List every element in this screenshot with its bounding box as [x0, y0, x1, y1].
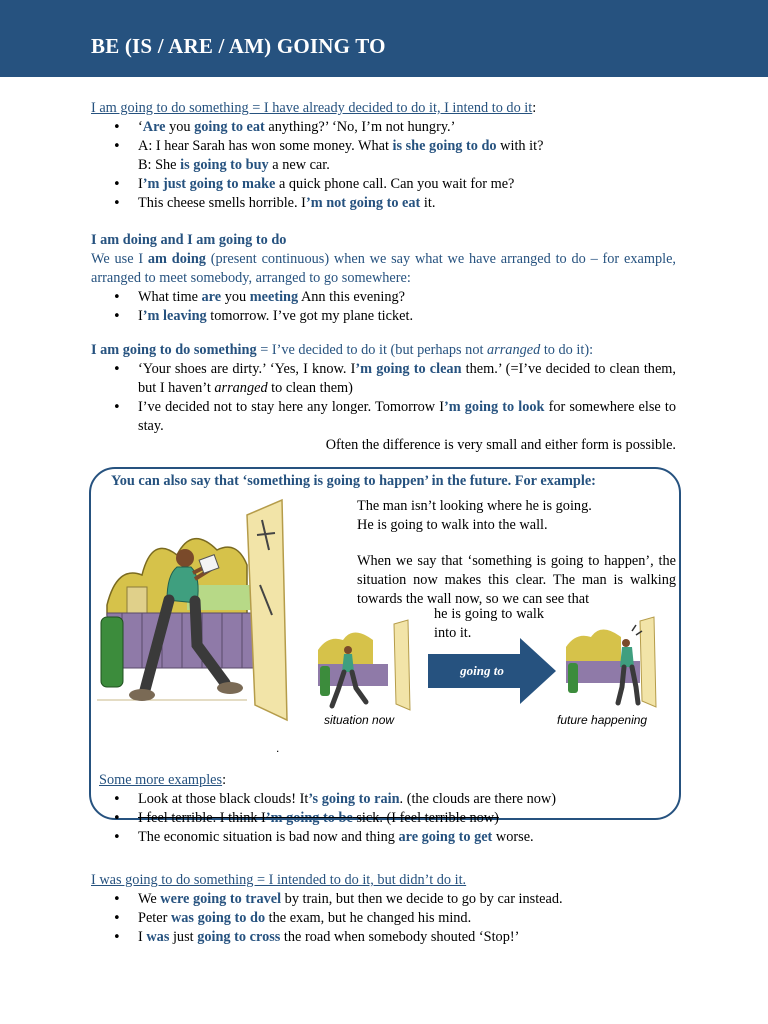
list-item: • I’m leaving tomorrow. I’ve got my plane ticket.: [138, 307, 676, 326]
section-heading: I was going to do something = I intended to do it, but didn’t do it.: [91, 872, 467, 888]
future-happening-illustration: [566, 617, 662, 713]
list-item: • A: I hear Sarah has won some money. What is she going to do with it? B: She is going to buy a new car.: [138, 137, 676, 175]
section-decided: [91, 341, 676, 455]
situation-now-illustration: [318, 620, 414, 716]
title-banner: [0, 0, 768, 77]
example-list: [91, 288, 676, 326]
man-walking-illustration: [97, 495, 337, 735]
example-list: [91, 890, 676, 947]
stray-dot: .: [276, 741, 280, 755]
section-intention: [91, 99, 676, 213]
list-item: • ‘Are you going to eat anything?’ ‘No, I’m not hungry.’: [138, 118, 676, 137]
section-heading: Some more examples:: [99, 772, 227, 788]
list-item: • Peter was going to do the exam, but he changed his mind.: [138, 909, 676, 928]
page-title: BE (IS / ARE / AM) GOING TO: [91, 34, 386, 58]
list-item: • ‘Your shoes are dirty.’ ‘Yes, I know. I’m going to clean them.’ (=I’ve decided to clean them, but I haven’t arranged to clean them): [138, 360, 676, 398]
caption-situation-now: situation now: [324, 713, 395, 727]
box-explanation: The man isn’t looking where he is going. He is going to walk into the wall. When we say that ‘something is going to happen’, the situation now makes this clear. The man is walking towards the wall now, so we can see that: [357, 498, 676, 607]
list-item: • I feel terrible. I think I’m going to be sick. (I feel terrible now): [138, 809, 676, 828]
arrow-label: going to: [460, 663, 504, 678]
section-intro: We use I am doing (present continuous) when we say what we have arranged to do – for example, arranged to meet somebody, arranged to go somewhere:: [91, 251, 676, 286]
list-item: • I was just going to cross the road when somebody shouted ‘Stop!’: [138, 928, 676, 947]
box-explanation-end: he is going to walk into it.: [434, 606, 544, 641]
list-item: • This cheese smells horrible. I’m not going to eat it.: [138, 194, 676, 213]
section-heading: I am going to do something = I have already decided to do it, I intend to do it:: [91, 100, 537, 116]
list-item: • What time are you meeting Ann this evening?: [138, 288, 676, 307]
section-past-intention: [91, 871, 676, 947]
list-item: • I’m just going to make a quick phone call. Can you wait for me?: [138, 175, 676, 194]
section-more-examples: [99, 771, 676, 847]
example-list: [99, 790, 676, 847]
section-heading: I am doing and I am going to do: [91, 232, 287, 248]
box-title: You can also say that ‘something is going to happen’ in the future. For example:: [111, 473, 596, 489]
section-heading: I am going to do something = I’ve decided to do it (but perhaps not arranged to do it):: [91, 342, 594, 358]
note-text: Often the difference is very small and either form is possible.: [325, 437, 676, 453]
example-list: [91, 118, 676, 213]
list-item: • The economic situation is bad now and thing are going to get worse.: [138, 828, 676, 847]
list-item: • We were going to travel by train, but then we decide to go by car instead.: [138, 890, 676, 909]
section-present-continuous: [91, 231, 676, 326]
example-list: [91, 360, 676, 436]
caption-future-happening: future happening: [557, 713, 648, 727]
list-item: • I’ve decided not to stay here any longer. Tomorrow I’m going to look for somewhere else to stay.: [138, 398, 676, 436]
list-item: • Look at those black clouds! It’s going to rain. (the clouds are there now): [138, 790, 676, 809]
